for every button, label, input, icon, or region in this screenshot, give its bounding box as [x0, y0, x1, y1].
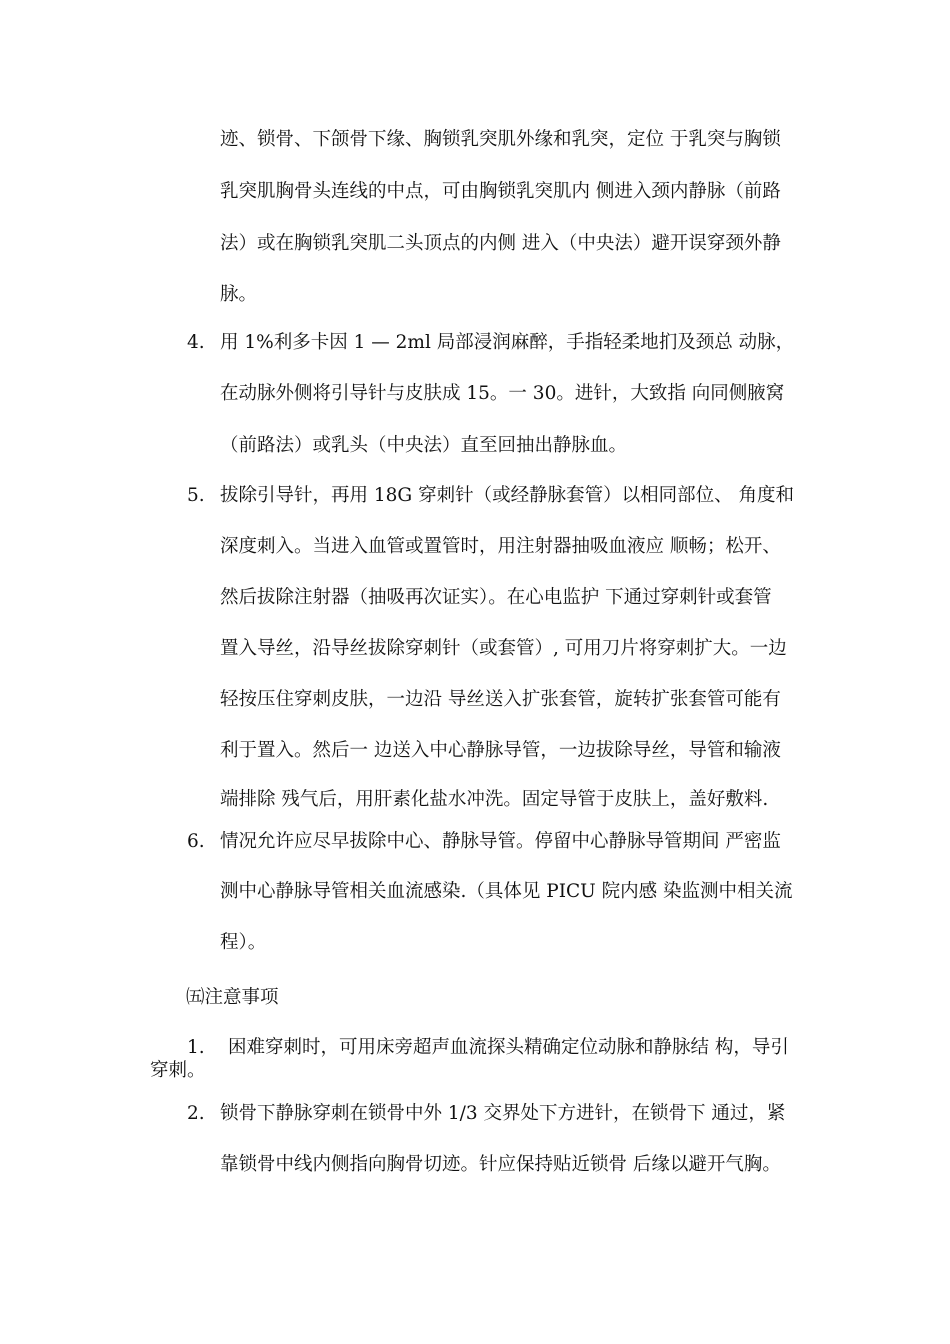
list-number: 6.	[187, 831, 205, 852]
text-line: 穿刺。	[150, 1060, 206, 1081]
text-line: 迹、锁骨、下颌骨下缘、胸锁乳突肌外缘和乳突，定位 于乳突与胸锁	[220, 129, 781, 150]
list-number: 1.	[187, 1037, 205, 1058]
list-number: 5.	[187, 485, 205, 506]
text-line: 困难穿刺时，可用床旁超声血流探头精确定位动脉和静脉结 构，导引	[228, 1037, 789, 1058]
text-line: 用 1%利多卡因 1 — 2ml 局部浸润麻醉，手指轻柔地扪及颈总 动脉，	[220, 332, 795, 353]
text-line: 测中心静脉导管相关血流感染.（具体见 PICU 院内感 染监测中相关流	[220, 881, 793, 902]
text-line: 法）或在胸锁乳突肌二头顶点的内侧 进入（中央法）避开误穿颈外静	[220, 233, 781, 254]
text-line: 程）。	[220, 932, 267, 953]
text-line: 脉。	[220, 284, 258, 305]
text-line: 锁骨下静脉穿刺在锁骨中外 1/3 交界处下方进针，在锁骨下 通过，紧	[220, 1103, 786, 1124]
text-line: 端排除 残气后，用肝素化盐水冲洗。固定导管于皮肤上，盖好敷料.	[220, 789, 769, 810]
text-line: 利于置入。然后一 边送入中心静脉导管，一边拔除导丝，导管和输液	[220, 740, 781, 761]
list-number: 2.	[187, 1103, 205, 1124]
text-line: 情况允许应尽早拔除中心、静脉导管。停留中心静脉导管期间 严密监	[220, 831, 781, 852]
list-number: 4.	[187, 332, 205, 353]
section-heading: ㈤注意事项	[186, 987, 279, 1008]
text-line: 轻按压住穿刺皮肤，一边沿 导丝送入扩张套管，旋转扩张套管可能有	[220, 689, 781, 710]
text-line: 乳突肌胸骨头连线的中点，可由胸锁乳突肌内 侧进入颈内静脉（前路	[220, 181, 781, 202]
text-line: 然后拔除注射器（抽吸再次证实）。在心电监护 下通过穿刺针或套管	[220, 587, 772, 608]
text-line: 靠锁骨中线内侧指向胸骨切迹。针应保持贴近锁骨 后缘以避开气胸。	[220, 1154, 781, 1175]
text-line: 拔除引导针，再用 18G 穿刺针（或经静脉套管）以相同部位、 角度和	[220, 485, 794, 506]
text-line: 在动脉外侧将引导针与皮肤成 15。一 30。进针，大致指 向同侧腋窝	[220, 383, 785, 404]
text-line: 深度刺入。当进入血管或置管时，用注射器抽吸血液应 顺畅；松开、	[220, 536, 781, 557]
text-line: 置入导丝，沿导丝拔除穿刺针（或套管）, 可用刀片将穿刺扩大。一边	[220, 638, 787, 659]
text-line: （前路法）或乳头（中央法）直至回抽出静脉血。	[220, 435, 628, 456]
